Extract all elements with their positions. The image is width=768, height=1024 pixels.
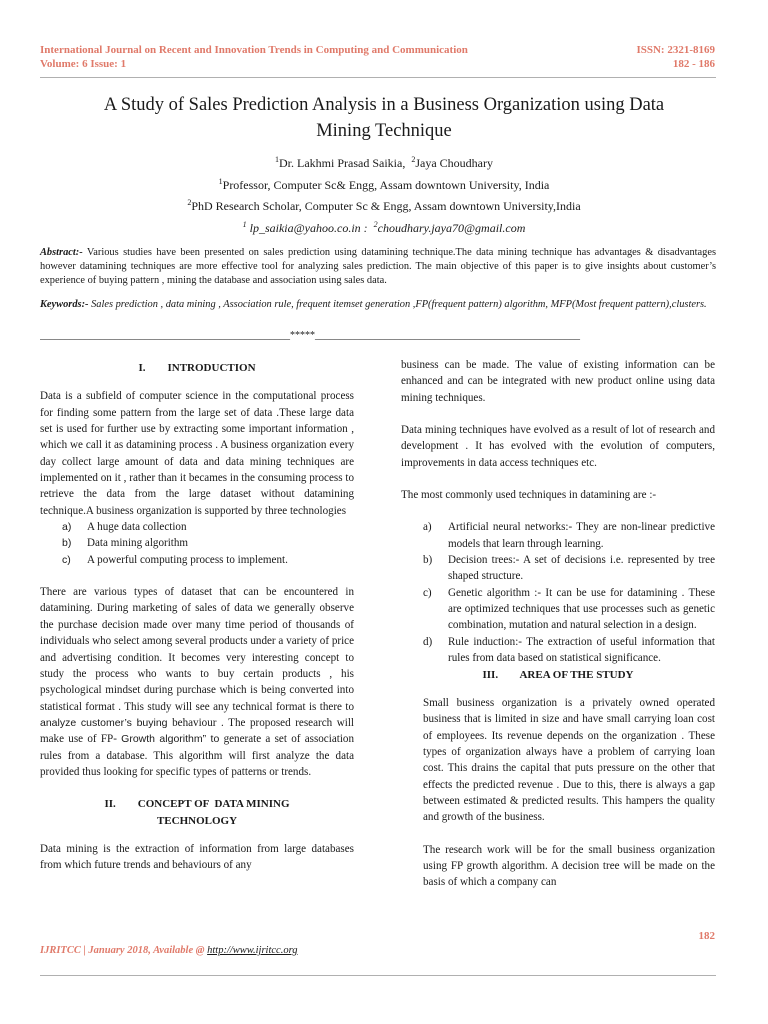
list-label: a) — [62, 521, 72, 534]
list-item — [401, 634, 715, 667]
paragraph-2-part-sans-2: Growth algorithm” to — [121, 733, 220, 746]
author-1-name: Dr. Lakhmi Prasad Saikia, — [279, 156, 406, 170]
paragraph-2-part-b: behaviour . The proposed research will make use of FP- — [40, 716, 354, 746]
list-item — [40, 552, 354, 568]
area-paragraph-2: The research work will be for the small business organization using FP growth algorithm. A decision tree will be made on the basis of which a company can — [423, 843, 715, 889]
list-label: c) — [423, 586, 432, 599]
list-item — [40, 519, 354, 535]
list-text: Rule induction:- The extraction of useful information that rules from data based on statistical significance. — [448, 635, 715, 665]
affiliation-2-text: PhD Research Scholar, Computer Sc & Engg, Assam downtown University,India — [191, 199, 581, 213]
list-item — [401, 519, 715, 552]
list-text: Genetic algorithm :- It can be use for datamining . These are optimized techniques that use processes such as genetic combination, mutation and natural selection in a design. — [448, 586, 715, 632]
issn: ISSN: 2321-8169 — [636, 44, 715, 56]
running-header-left — [40, 43, 468, 71]
right-paragraph-2: Data mining techniques have evolved as a result of lot of research and development . It has evolved with the evolution of computers, improvements in data access techniques etc. — [401, 424, 715, 469]
list-text: Decision trees:- A set of decisions i.e. represented by tree shaped structure. — [448, 554, 715, 583]
affiliation-1-text: Professor, Computer Sc& Engg, Assam downtown University, India — [222, 177, 550, 192]
email-1: lp_saikia@yahoo.co.in : — [249, 220, 368, 235]
list-text: Data mining algorithm — [87, 537, 189, 550]
footer-text: IJRITCC | January 2018, Available @ — [40, 945, 208, 956]
list-item — [401, 552, 715, 585]
email-2: choudhary.jaya70@gmail.com — [377, 220, 526, 235]
list-label: b) — [62, 537, 72, 550]
abstract-text: Various studies have been presented on sales prediction using datamining technique.The data mining technique has advantages & disadvantages however datamining techniques are more effective tool for analyzing sales prediction. The main objective of this paper is to give insights about customer’s experience of buying pattern , mining the database and association using sales data. — [40, 247, 716, 287]
techniques-list — [401, 519, 715, 666]
keywords-label: Keywords:- — [40, 299, 89, 310]
right-paragraph-3: The most commonly used techniques in datamining are :- — [401, 489, 657, 502]
list-label: b) — [423, 554, 433, 567]
list-text: A huge data collection — [87, 521, 187, 534]
area-paragraph-1: Small business organization is a privately owned operated business that is limited in size and have small carrying loan cost of employees. Its revenue depends on the organization . These types of organization always have a problem of carrying loan cost. This drains the capital that puts pressure on the other that effects the predicted revenue . Due to this, there is always a gap between estimated & predicted results. This hampers the quality and growth of the business. — [423, 696, 715, 824]
footer-rule — [40, 975, 716, 976]
affiliation-1 — [40, 173, 728, 195]
abstract — [40, 246, 716, 289]
introduction-paragraph-2 — [40, 584, 354, 780]
list-label: a) — [423, 521, 432, 534]
abstract-label: Abstract:- — [40, 247, 83, 258]
journal-link[interactable]: http://www.ijritcc.org — [207, 945, 298, 956]
paragraph-2-part-a: There are various types of dataset that can be encountered in datamining. During marketing of sales of data we generally observe the purchase decision made over many time period of thousands of individuals who select among several products under a variety of price and advertising condition. It becomes very interesting concept to study the process who wants to buy certain products , his psychological mindset during purchase which is being converted into statistical format . This study will see any technical format is there to — [40, 586, 354, 713]
list-item — [401, 585, 715, 634]
running-header-right — [636, 43, 715, 71]
affiliation-1-sup: 1 — [218, 176, 223, 186]
journal-name: International Journal on Recent and Innovation Trends in Computing and Communication — [40, 44, 468, 56]
page-number: 182 — [698, 930, 715, 942]
area-of-study-heading: III. AREA OF THE STUDY — [482, 668, 634, 681]
right-column — [401, 357, 715, 891]
volume-issue: Volume: 6 Issue: 1 — [40, 58, 127, 70]
email-2-sup: 2 — [373, 219, 378, 229]
list-text: A powerful computing process to implement. — [87, 553, 288, 566]
concept-heading-line-1: II. CONCEPT OF DATA MINING — [104, 798, 290, 811]
author-names — [40, 151, 728, 173]
introduction-heading: I. INTRODUCTION — [138, 362, 256, 374]
author-2-sup: 2 — [411, 155, 416, 164]
author-2-name: Jaya Choudhary — [415, 156, 493, 170]
keywords — [40, 298, 716, 312]
technologies-list — [40, 519, 354, 568]
list-item — [40, 535, 354, 551]
email-1-sup: 1 — [242, 219, 247, 229]
author-block — [40, 151, 728, 237]
list-label: d) — [423, 635, 433, 648]
paragraph-2-part-c: generate a set of association rules from a database. This algorithm will first analyze the data provided thus looking for specific types of patterns or trends. — [40, 733, 354, 778]
list-label: c) — [62, 553, 71, 566]
affiliation-2 — [40, 194, 728, 216]
title-line-2: Mining Technique — [316, 121, 452, 141]
paper-title — [40, 92, 728, 144]
author-emails — [40, 216, 728, 238]
footer — [40, 945, 298, 956]
page-range: 182 - 186 — [672, 58, 715, 70]
affiliation-2-sup: 2 — [187, 198, 192, 207]
paragraph-2-part-sans-1: analyze customer’s buying — [40, 716, 168, 729]
section-separator: __________________________________________________*****_____________________________________________________ — [40, 330, 580, 341]
list-text: Artificial neural networks:- They are non-linear predictive models that learn through learning. — [448, 521, 715, 550]
concept-heading — [40, 796, 354, 829]
concept-paragraph-1: Data mining is the extraction of information from large databases from which future trends and behaviours of any — [40, 842, 354, 872]
right-paragraph-1: business can be made. The value of existing information can be enhanced and can be integrated with new product online using data mining techniques. — [401, 359, 715, 404]
author-1-sup: 1 — [275, 155, 280, 164]
introduction-paragraph-1: Data is a subfield of computer science in the computational process for finding some pattern from the large set of data .These large data set is used for further use by extracting some important information , which we call it as datamining process . A business organization every day collect large amount of data and data mining techniques are implemented on it , rather than it becames in the consuming process to retrieve the data from the large dataset without datamining technique.A business organization is supported by three technologies — [40, 390, 354, 517]
title-line-1: A Study of Sales Prediction Analysis in a Business Organization using Data — [103, 95, 665, 115]
left-column — [40, 360, 354, 874]
header-rule — [40, 77, 716, 78]
concept-heading-line-2: TECHNOLOGY — [156, 814, 238, 827]
keywords-text: Sales prediction , data mining , Association rule, frequent itemset generation ,FP(frequent pattern) algorithm, MFP(Most frequent pattern),clusters. — [88, 299, 707, 310]
